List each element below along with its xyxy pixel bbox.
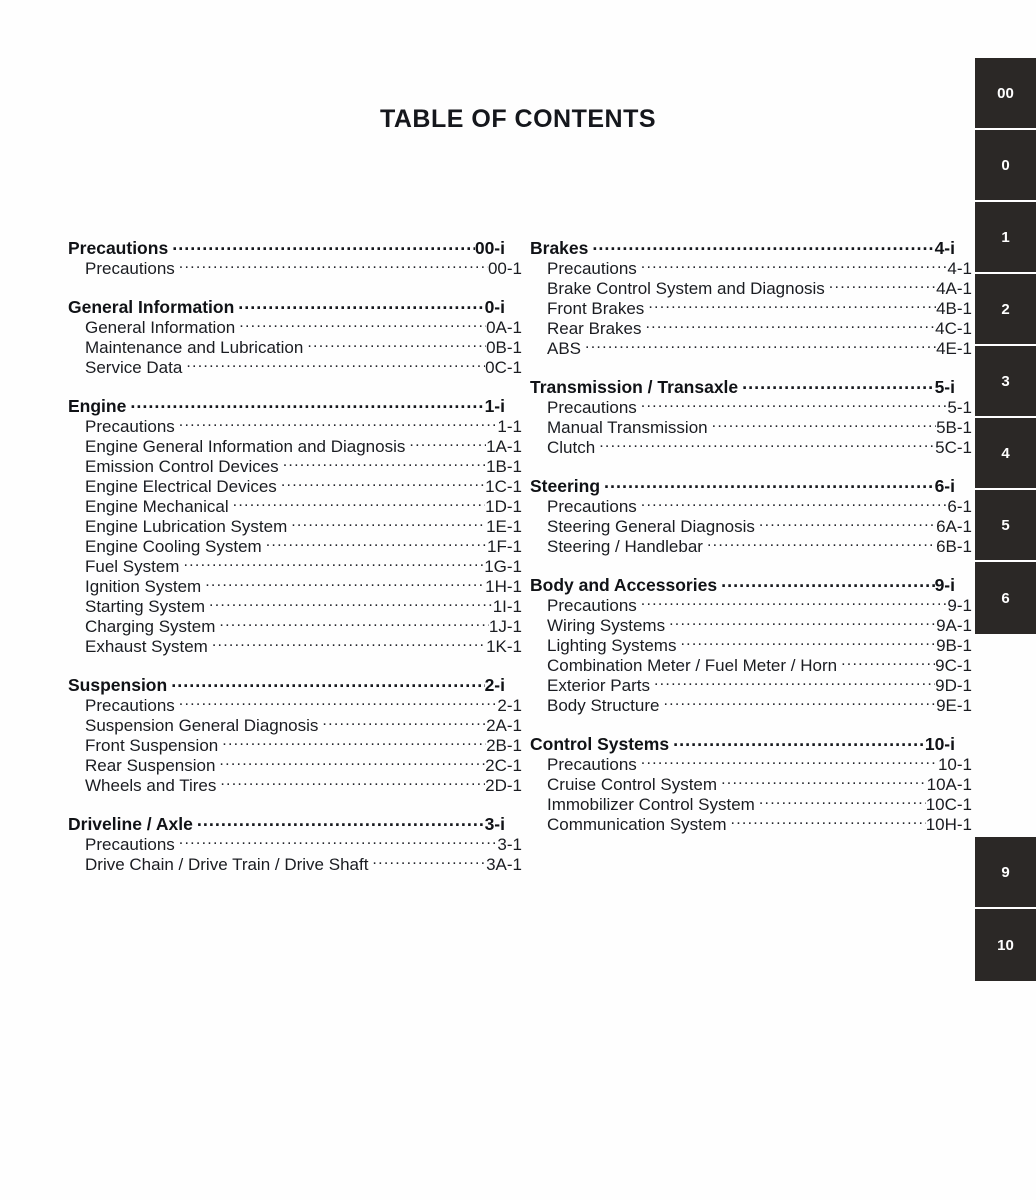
toc-entry-precautions[interactable] xyxy=(530,259,972,279)
dot-leader xyxy=(233,498,485,512)
toc-section xyxy=(68,675,522,796)
toc-row-label: General Information xyxy=(85,318,236,337)
toc-row-label: Suspension General Diagnosis xyxy=(85,716,319,735)
toc-entry-body-structure[interactable] xyxy=(530,696,972,716)
toc-entry-charging-system[interactable] xyxy=(68,617,522,637)
dot-leader xyxy=(266,538,487,552)
thumb-tab-10[interactable]: 10 xyxy=(975,909,1036,981)
dot-leader xyxy=(179,836,498,850)
toc-row-label: Engine Cooling System xyxy=(85,537,262,556)
dot-leader xyxy=(680,637,936,651)
toc-row-page-number: 1E-1 xyxy=(486,517,522,536)
toc-row-page-number: 4E-1 xyxy=(936,339,972,358)
thumb-index-gap xyxy=(975,634,1036,837)
dot-leader xyxy=(673,736,925,750)
dot-leader xyxy=(222,737,486,751)
dot-leader xyxy=(759,796,926,810)
toc-row-label: Lighting Systems xyxy=(547,636,677,655)
toc-entry-precautions[interactable] xyxy=(530,596,972,616)
thumb-index-tabs xyxy=(975,58,1036,981)
toc-row-label: Wiring Systems xyxy=(547,616,666,635)
toc-entry-service-data[interactable] xyxy=(68,358,522,378)
toc-row-page-number: 6-1 xyxy=(947,497,972,516)
toc-entry-front-suspension[interactable] xyxy=(68,736,522,756)
toc-row-label: Clutch xyxy=(547,438,596,457)
toc-entry-precautions[interactable] xyxy=(530,755,972,775)
toc-row-label: Suspension xyxy=(68,675,168,695)
toc-row-page-number: 9D-1 xyxy=(935,676,972,695)
toc-row-label: Engine Mechanical xyxy=(85,497,229,516)
toc-entry-engine-cooling-system[interactable] xyxy=(68,537,522,557)
dot-leader xyxy=(707,538,936,552)
toc-row-label: Precautions xyxy=(85,417,175,436)
dot-leader xyxy=(599,439,935,453)
toc-section xyxy=(68,814,522,875)
toc-row-page-number: 10H-1 xyxy=(925,815,972,834)
dot-leader xyxy=(239,319,486,333)
toc-row-page-number: 2-1 xyxy=(497,696,522,715)
toc-row-label: Engine Electrical Devices xyxy=(85,477,277,496)
toc-entry-precautions[interactable] xyxy=(68,259,522,279)
thumb-tab-9[interactable]: 9 xyxy=(975,837,1036,909)
toc-row-page-number: 00-i xyxy=(474,238,505,258)
toc-entry-maintenance-and-lubrication[interactable] xyxy=(68,338,522,358)
dot-leader xyxy=(130,398,484,412)
dot-leader xyxy=(641,399,948,413)
toc-row-page-number: 9C-1 xyxy=(935,656,972,675)
toc-row-page-number: 1K-1 xyxy=(486,637,522,656)
toc-row-page-number: 10-i xyxy=(924,734,955,754)
dot-leader xyxy=(841,657,935,671)
toc-row-page-number: 2D-1 xyxy=(485,776,522,795)
toc-row-label: Exhaust System xyxy=(85,637,208,656)
toc-entry-brake-control-system-and-diagnosis[interactable] xyxy=(530,279,972,299)
thumb-tab-1[interactable]: 1 xyxy=(975,202,1036,274)
toc-section-heading-control-systems[interactable] xyxy=(530,734,955,755)
toc-entry-wiring-systems[interactable] xyxy=(530,616,972,636)
toc-row-page-number: 2-i xyxy=(484,675,505,695)
toc-row-label: Starting System xyxy=(85,597,205,616)
toc-entry-manual-transmission[interactable] xyxy=(530,418,972,438)
toc-section xyxy=(530,377,972,458)
toc-row-label: General Information xyxy=(68,297,235,317)
dot-leader xyxy=(220,777,485,791)
dot-leader xyxy=(209,598,493,612)
toc-entry-exterior-parts[interactable] xyxy=(530,676,972,696)
toc-section-heading-suspension[interactable] xyxy=(68,675,505,696)
dot-leader xyxy=(283,458,486,472)
toc-row-page-number: 0A-1 xyxy=(486,318,522,337)
toc-row-page-number: 5-i xyxy=(934,377,955,397)
toc-row-label: Engine xyxy=(68,396,127,416)
toc-row-label: Precautions xyxy=(547,497,637,516)
toc-entry-engine-mechanical[interactable] xyxy=(68,497,522,517)
toc-row-page-number: 1A-1 xyxy=(486,437,522,456)
dot-leader xyxy=(759,518,936,532)
toc-row-label: Combination Meter / Fuel Meter / Horn xyxy=(547,656,838,675)
dot-leader xyxy=(742,379,934,393)
toc-entry-immobilizer-control-system[interactable] xyxy=(530,795,972,815)
toc-row-page-number: 10A-1 xyxy=(926,775,972,794)
toc-row-page-number: 5C-1 xyxy=(935,438,972,457)
toc-entry-precautions[interactable] xyxy=(530,398,972,418)
toc-row-page-number: 1-i xyxy=(484,396,505,416)
toc-entry-combination-meter-fuel-meter-horn[interactable] xyxy=(530,656,972,676)
toc-entry-rear-brakes[interactable] xyxy=(530,319,972,339)
toc-row-page-number: 4A-1 xyxy=(936,279,972,298)
toc-row-label: Cruise Control System xyxy=(547,775,718,794)
toc-row-page-number: 9-1 xyxy=(947,596,972,615)
toc-row-label: Immobilizer Control System xyxy=(547,795,755,814)
toc-section-heading-general-information[interactable] xyxy=(68,297,505,318)
toc-row-label: Maintenance and Lubrication xyxy=(85,338,304,357)
toc-row-label: Brakes xyxy=(530,238,589,258)
toc-row-page-number: 0C-1 xyxy=(485,358,522,377)
toc-entry-engine-general-information-and-diagnosis[interactable] xyxy=(68,437,522,457)
toc-row-label: Rear Brakes xyxy=(547,319,642,338)
toc-row-page-number: 1-1 xyxy=(497,417,522,436)
toc-row-label: Manual Transmission xyxy=(547,418,708,437)
toc-row-label: Precautions xyxy=(85,835,175,854)
dot-leader xyxy=(238,299,484,313)
dot-leader xyxy=(663,697,936,711)
toc-row-label: Transmission / Transaxle xyxy=(530,377,739,397)
dot-leader xyxy=(219,618,489,632)
toc-row-page-number: 0-i xyxy=(484,297,505,317)
toc-row-label: ABS xyxy=(547,339,582,358)
toc-entry-wheels-and-tires[interactable] xyxy=(68,776,522,796)
toc-section-heading-precautions[interactable] xyxy=(68,238,505,259)
toc-entry-starting-system[interactable] xyxy=(68,597,522,617)
toc-row-page-number: 1I-1 xyxy=(492,597,522,616)
toc-row-label: Body Structure xyxy=(547,696,660,715)
toc-row-page-number: 9-i xyxy=(934,575,955,595)
toc-row-label: Steering General Diagnosis xyxy=(547,517,755,536)
toc-row-page-number: 10-1 xyxy=(937,755,972,774)
dot-leader xyxy=(721,577,934,591)
toc-row-label: Drive Chain / Drive Train / Drive Shaft xyxy=(85,855,369,874)
dot-leader xyxy=(179,697,498,711)
toc-row-label: Communication System xyxy=(547,815,727,834)
toc-entry-precautions[interactable] xyxy=(68,835,522,855)
dot-leader xyxy=(731,816,926,830)
page-title: TABLE OF CONTENTS xyxy=(379,105,657,133)
toc-row-label: Fuel System xyxy=(85,557,180,576)
thumb-tab-6[interactable]: 6 xyxy=(975,562,1036,634)
toc-row-label: Engine Lubrication System xyxy=(85,517,288,536)
dot-leader xyxy=(171,677,484,691)
toc-row-label: Steering / Handlebar xyxy=(547,537,703,556)
toc-entry-precautions[interactable] xyxy=(530,497,972,517)
dot-leader xyxy=(179,260,488,274)
toc-row-label: Precautions xyxy=(547,755,637,774)
dot-leader xyxy=(307,339,486,353)
toc-row-label: Exterior Parts xyxy=(547,676,650,695)
dot-leader xyxy=(183,558,484,572)
dot-leader xyxy=(179,418,498,432)
dot-leader xyxy=(641,260,948,274)
toc-row-label: Emission Control Devices xyxy=(85,457,279,476)
toc-row-page-number: 4B-1 xyxy=(936,299,972,318)
toc-row-page-number: 4C-1 xyxy=(935,319,972,338)
toc-row-page-number: 3-1 xyxy=(497,835,522,854)
toc-row-label: Precautions xyxy=(547,259,637,278)
thumb-tab-5[interactable]: 5 xyxy=(975,490,1036,562)
toc-entry-cruise-control-system[interactable] xyxy=(530,775,972,795)
toc-column-left xyxy=(68,238,522,875)
toc-row-page-number: 3-i xyxy=(484,814,505,834)
toc-entry-precautions[interactable] xyxy=(68,417,522,437)
toc-row-page-number: 9A-1 xyxy=(936,616,972,635)
toc-row-page-number: 3A-1 xyxy=(486,855,522,874)
toc-section xyxy=(530,476,972,557)
toc-row-label: Control Systems xyxy=(530,734,670,754)
toc-section-heading-body-and-accessories[interactable] xyxy=(530,575,955,596)
toc-row-page-number: 1B-1 xyxy=(486,457,522,476)
toc-section-heading-brakes[interactable] xyxy=(530,238,955,259)
toc-row-page-number: 1H-1 xyxy=(485,577,522,596)
toc-row-page-number: 1F-1 xyxy=(487,537,522,556)
toc-row-page-number: 4-1 xyxy=(947,259,972,278)
toc-row-page-number: 0B-1 xyxy=(486,338,522,357)
toc-section-heading-engine[interactable] xyxy=(68,396,505,417)
dot-leader xyxy=(654,677,935,691)
toc-row-label: Brake Control System and Diagnosis xyxy=(547,279,825,298)
dot-leader xyxy=(291,518,486,532)
toc-row-page-number: 6B-1 xyxy=(936,537,972,556)
dot-leader xyxy=(409,438,486,452)
toc-entry-ignition-system[interactable] xyxy=(68,577,522,597)
toc-row-page-number: 9B-1 xyxy=(936,636,972,655)
thumb-tab-2[interactable]: 2 xyxy=(975,274,1036,346)
dot-leader xyxy=(829,280,936,294)
dot-leader xyxy=(641,597,948,611)
dot-leader xyxy=(641,756,938,770)
dot-leader xyxy=(219,757,485,771)
toc-section-heading-steering[interactable] xyxy=(530,476,955,497)
toc-section xyxy=(68,297,522,378)
dot-leader xyxy=(604,478,935,492)
dot-leader xyxy=(372,856,486,870)
thumb-tab-4[interactable]: 4 xyxy=(975,418,1036,490)
toc-section-heading-driveline-axle[interactable] xyxy=(68,814,505,835)
dot-leader xyxy=(721,776,927,790)
toc-entry-engine-lubrication-system[interactable] xyxy=(68,517,522,537)
toc-row-page-number: 1G-1 xyxy=(484,557,522,576)
toc-row-label: Ignition System xyxy=(85,577,202,596)
toc-row-page-number: 6A-1 xyxy=(936,517,972,536)
dot-leader xyxy=(648,300,936,314)
toc-row-label: Front Brakes xyxy=(547,299,645,318)
dot-leader xyxy=(712,419,936,433)
toc-entry-exhaust-system[interactable] xyxy=(68,637,522,657)
toc-section xyxy=(530,734,972,835)
toc-entry-lighting-systems[interactable] xyxy=(530,636,972,656)
dot-leader xyxy=(186,359,485,373)
toc-row-label: Precautions xyxy=(85,259,175,278)
toc-column-right xyxy=(530,238,972,835)
toc-row-label: Steering xyxy=(530,476,601,496)
toc-entry-precautions[interactable] xyxy=(68,696,522,716)
toc-row-label: Precautions xyxy=(85,696,175,715)
dot-leader xyxy=(585,340,936,354)
toc-section xyxy=(530,575,972,716)
dot-leader xyxy=(172,240,475,254)
toc-entry-abs[interactable] xyxy=(530,339,972,359)
toc-row-label: Driveline / Axle xyxy=(68,814,193,834)
toc-row-page-number: 1C-1 xyxy=(485,477,522,496)
dot-leader xyxy=(592,240,934,254)
toc-row-page-number: 6-i xyxy=(934,476,955,496)
dot-leader xyxy=(322,717,486,731)
toc-row-label: Precautions xyxy=(547,398,637,417)
toc-entry-front-brakes[interactable] xyxy=(530,299,972,319)
toc-row-page-number: 1J-1 xyxy=(488,617,522,636)
toc-row-page-number: 4-i xyxy=(934,238,955,258)
toc-entry-clutch[interactable] xyxy=(530,438,972,458)
toc-row-label: Engine General Information and Diagnosis xyxy=(85,437,406,456)
toc-row-label: Precautions xyxy=(68,238,169,258)
toc-section xyxy=(530,238,972,359)
toc-section xyxy=(68,238,522,279)
toc-row-page-number: 5B-1 xyxy=(936,418,972,437)
toc-row-label: Rear Suspension xyxy=(85,756,216,775)
toc-row-label: Front Suspension xyxy=(85,736,219,755)
toc-entry-general-information[interactable] xyxy=(68,318,522,338)
toc-row-page-number: 9E-1 xyxy=(936,696,972,715)
dot-leader xyxy=(669,617,936,631)
toc-entry-suspension-general-diagnosis[interactable] xyxy=(68,716,522,736)
toc-entry-steering-general-diagnosis[interactable] xyxy=(530,517,972,537)
dot-leader xyxy=(205,578,485,592)
toc-row-page-number: 00-1 xyxy=(487,259,522,278)
toc-row-page-number: 2A-1 xyxy=(486,716,522,735)
toc-row-label: Wheels and Tires xyxy=(85,776,217,795)
toc-row-label: Body and Accessories xyxy=(530,575,718,595)
thumb-tab-00[interactable]: 00 xyxy=(975,58,1036,130)
toc-row-page-number: 10C-1 xyxy=(925,795,972,814)
toc-row-label: Charging System xyxy=(85,617,216,636)
toc-row-page-number: 2C-1 xyxy=(485,756,522,775)
toc-row-page-number: 1D-1 xyxy=(485,497,522,516)
toc-entry-communication-system[interactable] xyxy=(530,815,972,835)
toc-entry-emission-control-devices[interactable] xyxy=(68,457,522,477)
toc-entry-drive-chain-drive-train-drive-shaft[interactable] xyxy=(68,855,522,875)
toc-entry-engine-electrical-devices[interactable] xyxy=(68,477,522,497)
toc-entry-rear-suspension[interactable] xyxy=(68,756,522,776)
toc-row-label: Service Data xyxy=(85,358,183,377)
toc-entry-steering-handlebar[interactable] xyxy=(530,537,972,557)
dot-leader xyxy=(281,478,485,492)
thumb-tab-3[interactable]: 3 xyxy=(975,346,1036,418)
toc-row-label: Precautions xyxy=(547,596,637,615)
thumb-tab-0[interactable]: 0 xyxy=(975,130,1036,202)
dot-leader xyxy=(197,816,485,830)
dot-leader xyxy=(212,638,486,652)
toc-row-page-number: 5-1 xyxy=(947,398,972,417)
dot-leader xyxy=(641,498,948,512)
toc-entry-fuel-system[interactable] xyxy=(68,557,522,577)
toc-section xyxy=(68,396,522,657)
toc-row-page-number: 2B-1 xyxy=(486,736,522,755)
toc-section-heading-transmission-transaxle[interactable] xyxy=(530,377,955,398)
dot-leader xyxy=(645,320,935,334)
